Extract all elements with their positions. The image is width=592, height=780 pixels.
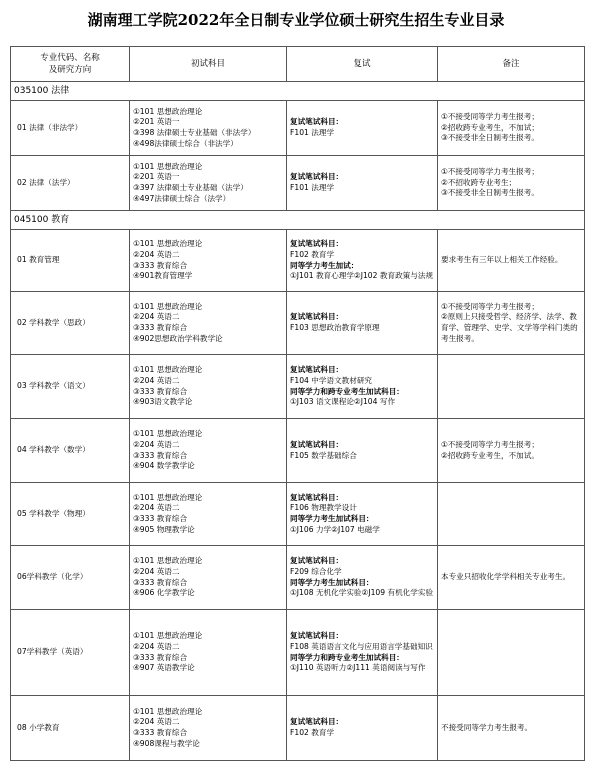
exam-subjects	[130, 156, 287, 211]
section-row	[11, 211, 585, 230]
exam-subject: ①101 思想政治理论	[133, 429, 203, 439]
retest-heading: 复试笔试科目：	[290, 312, 344, 322]
exam-subject: ②204 英语二	[133, 249, 180, 259]
exam-subject: ③333 教育综合	[133, 386, 188, 396]
exam-subject: ①101 思想政治理论	[133, 631, 203, 641]
exam-subject: ④902思想政治学科教学论	[133, 333, 223, 343]
note-item: 本专业只招收化学学科相关专业考生。	[441, 572, 571, 582]
note-item: ②不招收跨专业考生；	[441, 177, 517, 187]
note-item: ①不接受同等学力考生报考；	[441, 301, 539, 311]
exam-subject: ③333 教育综合	[133, 577, 188, 587]
header-code-line: 专业代码、名称	[40, 53, 100, 63]
retest-heading: 复试笔试科目：	[290, 117, 344, 127]
note-item: ②原则上只接受哲学、经济学、法学、教育学、管理学、史学、文学等学科门类的考生报考。	[441, 312, 578, 343]
exam-subject: ②201 英语一	[133, 117, 180, 127]
program-name: 01 教育管理	[11, 230, 130, 292]
retest-subject: F102 教育学	[290, 728, 335, 737]
exam-subject: ②201 英语一	[133, 172, 180, 182]
retest-subject: ①J110 英语听力②J111 英语阅读与写作	[290, 663, 426, 673]
catalog-body	[11, 82, 585, 761]
exam-subjects	[130, 546, 287, 610]
note-item: ③不接受非全日制考生报考。	[441, 133, 539, 143]
exam-subject: ④903语文教学论	[133, 397, 193, 407]
retest-heading: 复试笔试科目：	[290, 631, 344, 641]
program-name: 02 法律（法学）	[11, 156, 130, 211]
header-notes: 备注	[438, 47, 585, 82]
retest-info	[287, 419, 438, 483]
exam-subject: ④497法律硕士综合（法学）	[133, 193, 231, 203]
notes	[438, 355, 585, 419]
note-item: ①不接受同等学力考生报考；	[441, 112, 539, 122]
program-name: 02 学科教学（思政）	[11, 292, 130, 355]
retest-subject: F101 法理学	[290, 183, 335, 192]
program-name: 01 法律（非法学）	[11, 101, 130, 156]
exam-subjects	[130, 483, 287, 546]
exam-subject: ④907 英语教学论	[133, 663, 195, 673]
section-label: 045100 教育	[11, 211, 585, 230]
exam-subject: ②204 英语二	[133, 641, 180, 651]
exam-subject: ③333 教育综合	[133, 514, 188, 523]
note-item: 不接受同等学力考生报考。	[441, 722, 533, 732]
table-row	[11, 483, 585, 546]
exam-subjects	[130, 355, 287, 419]
retest-info	[287, 610, 438, 696]
exam-subject: ①101 思想政治理论	[133, 106, 203, 116]
exam-subject: ③333 教育综合	[133, 450, 188, 460]
exam-subject: ②204 英语二	[133, 375, 180, 385]
exam-subject: ③333 教育综合	[133, 652, 188, 662]
exam-subject: ④904 数学教学论	[133, 461, 195, 471]
exam-subject: ②204 英语二	[133, 566, 180, 576]
program-name: 03 学科教学（语文）	[11, 355, 130, 419]
program-name: 06学科教学（化学）	[11, 546, 130, 610]
exam-subjects	[130, 419, 287, 483]
retest-subject: F105 数学基础综合	[290, 450, 357, 460]
header-code	[11, 47, 130, 82]
retest-subject: F102 教育学	[290, 249, 335, 259]
notes	[438, 292, 585, 355]
retest-info	[287, 355, 438, 419]
retest-heading: 复试笔试科目：	[290, 172, 344, 182]
exam-subjects	[130, 696, 287, 761]
exam-subjects	[130, 101, 287, 156]
retest-heading: 复试笔试科目：	[290, 492, 344, 502]
header-retest: 复试	[287, 47, 438, 82]
note-item: ③不接受非全日制考生报考。	[441, 188, 539, 198]
exam-subject: ③333 教育综合	[133, 323, 188, 332]
table-row	[11, 419, 585, 483]
exam-subject: ②204 英语二	[133, 717, 180, 727]
retest-info	[287, 546, 438, 610]
retest-heading: 复试笔试科目：	[290, 239, 344, 249]
table-row	[11, 610, 585, 696]
retest-heading: 同等学力考生加试：	[290, 260, 359, 270]
retest-info	[287, 230, 438, 292]
exam-subject: ④905 物理教学论	[133, 524, 195, 534]
retest-subject: F106 物理教学设计	[290, 503, 357, 513]
program-name: 08 小学教育	[11, 696, 130, 761]
retest-subject: ①J108 无机化学实验②J109 有机化学实验	[290, 588, 434, 598]
notes	[438, 483, 585, 546]
retest-info	[287, 101, 438, 156]
exam-subject: ④498法律硕士综合（非法学）	[133, 138, 238, 148]
note-item: ①不接受同等学力考生报考；	[441, 167, 539, 177]
retest-subject: F209 综合化学	[290, 566, 342, 576]
exam-subject: ①101 思想政治理论	[133, 365, 203, 375]
retest-subject: ①J101 教育心理学②J102 教育政策与法规	[290, 271, 434, 281]
exam-subject: ②204 英语二	[133, 503, 180, 513]
table-row	[11, 101, 585, 156]
header-code-line: 及研究方向	[48, 65, 92, 75]
exam-subjects	[130, 610, 287, 696]
catalog-table	[10, 46, 585, 761]
exam-subjects	[130, 292, 287, 355]
table-row	[11, 546, 585, 610]
retest-subject: ①J106 力学②J107 电磁学	[290, 524, 380, 534]
table-row	[11, 355, 585, 419]
note-item: ②招收跨专业考生，不加试。	[441, 450, 539, 460]
header-exam: 初试科目	[130, 47, 287, 82]
note-item: ②招收跨专业考生，不加试；	[441, 122, 539, 132]
exam-subject: ④906 化学教学论	[133, 588, 195, 598]
retest-heading: 复试笔试科目：	[290, 556, 344, 566]
retest-subject: ①J103 语文课程论②J104 写作	[290, 397, 396, 407]
section-row	[11, 82, 585, 101]
exam-subject: ①101 思想政治理论	[133, 556, 203, 566]
page-title: 湖南理工学院2022年全日制专业学位硕士研究生招生专业目录	[87, 11, 505, 29]
retest-heading: 复试笔试科目：	[290, 439, 344, 449]
retest-heading: 同等学力考生加试科目：	[290, 577, 374, 587]
table-row	[11, 292, 585, 355]
exam-subject: ③333 教育综合	[133, 728, 188, 737]
retest-heading: 同等学力和跨专业考生加试科目：	[290, 652, 404, 662]
exam-subject: ③398 法律硕士专业基础（非法学）	[133, 128, 256, 137]
exam-subject: ①101 思想政治理论	[133, 301, 203, 311]
exam-subject: ③333 教育综合	[133, 260, 188, 270]
notes	[438, 610, 585, 696]
note-item: 要求考生有三年以上相关工作经验。	[441, 255, 563, 265]
table-row	[11, 230, 585, 292]
note-item: ①不接受同等学力考生报考；	[441, 439, 539, 449]
retest-subject: F103 思想政治教育学原理	[290, 323, 380, 332]
retest-info	[287, 696, 438, 761]
exam-subject: ④908课程与教学论	[133, 738, 200, 748]
notes	[438, 230, 585, 292]
exam-subject: ②204 英语二	[133, 439, 180, 449]
exam-subject: ③397 法律硕士专业基础（法学）	[133, 183, 248, 192]
exam-subject: ①101 思想政治理论	[133, 492, 203, 502]
exam-subject: ①101 思想政治理论	[133, 239, 203, 249]
header-row	[11, 47, 585, 82]
notes	[438, 419, 585, 483]
exam-subjects	[130, 230, 287, 292]
retest-heading: 同等学力考生加试科目：	[290, 514, 374, 523]
exam-subject: ①101 思想政治理论	[133, 706, 203, 716]
retest-heading: 复试笔试科目：	[290, 717, 344, 727]
exam-subject: ①101 思想政治理论	[133, 161, 203, 171]
exam-subject: ④901教育管理学	[133, 271, 193, 281]
notes	[438, 546, 585, 610]
table-row	[11, 156, 585, 211]
notes	[438, 156, 585, 211]
notes	[438, 696, 585, 761]
retest-heading: 同等学力和跨专业考生加试科目：	[290, 386, 404, 396]
notes	[438, 101, 585, 156]
exam-subject: ②204 英语二	[133, 312, 180, 322]
program-name: 07学科教学（英语）	[11, 610, 130, 696]
retest-subject: F104 中学语文教材研究	[290, 375, 373, 385]
retest-subject: F108 英语语言文化与应用语言学基础知识	[290, 641, 433, 651]
retest-heading: 复试笔试科目：	[290, 365, 344, 375]
table-row	[11, 696, 585, 761]
retest-subject: F101 法理学	[290, 128, 335, 137]
section-label: 035100 法律	[11, 82, 585, 101]
retest-info	[287, 156, 438, 211]
retest-info	[287, 483, 438, 546]
retest-info	[287, 292, 438, 355]
program-name: 04 学科教学（数学）	[11, 419, 130, 483]
program-name: 05 学科教学（物理）	[11, 483, 130, 546]
